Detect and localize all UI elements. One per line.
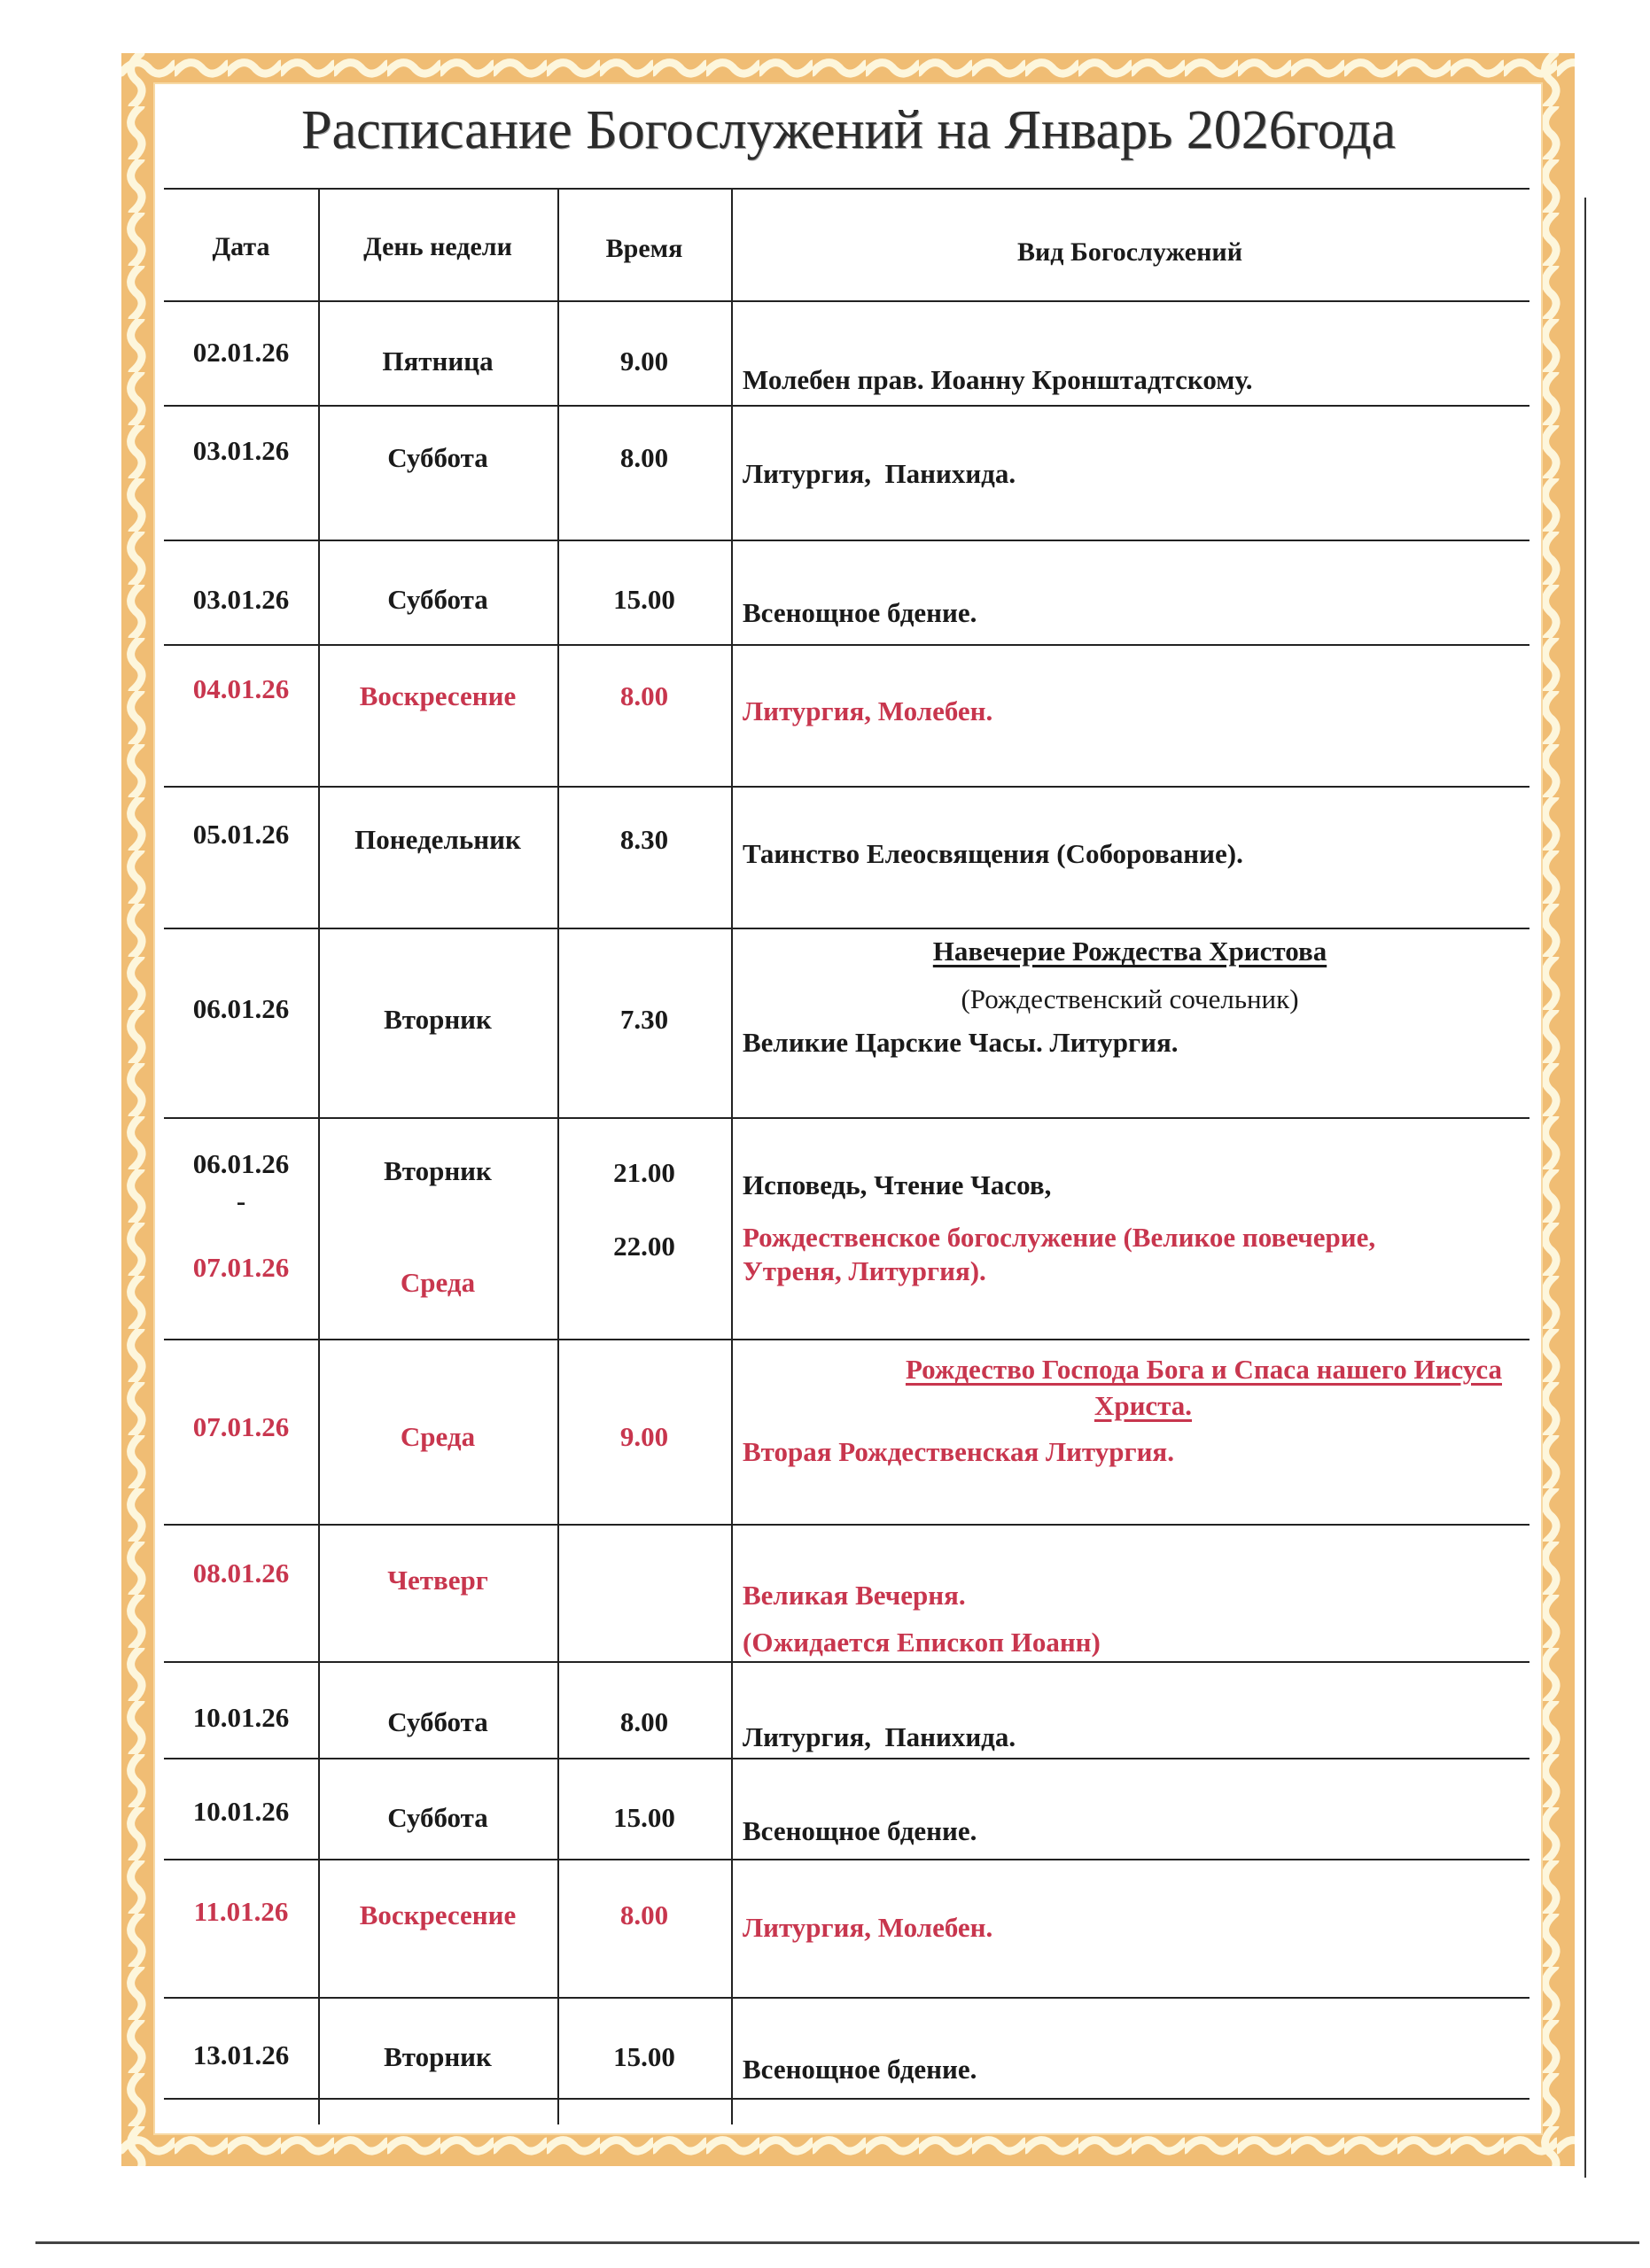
row-day: Суббота bbox=[387, 442, 488, 473]
row-date: 11.01.26 bbox=[193, 1896, 289, 1927]
table-rule bbox=[164, 540, 1529, 541]
row-date: 13.01.26 bbox=[192, 2039, 290, 2070]
table-rule bbox=[164, 1339, 1529, 1340]
row-service: Великие Царские Часы. Литургия. bbox=[743, 1027, 1179, 1058]
table-rule bbox=[164, 786, 1529, 788]
row-time-end: 22.00 bbox=[613, 1231, 675, 1262]
row-day: Суббота bbox=[387, 1802, 488, 1833]
row-time: 8.00 bbox=[619, 1706, 669, 1737]
row-day: Воскресение bbox=[359, 1899, 517, 1930]
row-time: 15.00 bbox=[613, 584, 675, 615]
row-service: Литургия, Молебен. bbox=[743, 1912, 993, 1943]
row-day: Среда bbox=[400, 1421, 476, 1452]
row-day: Вторник bbox=[384, 1155, 492, 1186]
row-date: 04.01.26 bbox=[192, 673, 290, 704]
row-date: 03.01.26 bbox=[192, 435, 290, 466]
table-rule bbox=[164, 1997, 1529, 1999]
row-time: 15.00 bbox=[613, 2041, 675, 2072]
row-service: Литургия, Панихида. bbox=[743, 1721, 1016, 1752]
scan-edge-line bbox=[35, 2241, 1639, 2244]
row-day: Пятница bbox=[382, 346, 494, 377]
header-day: День недели bbox=[363, 232, 512, 261]
row-date: 06.01.26 bbox=[192, 1148, 290, 1179]
row-service: Литургия, Панихида. bbox=[743, 458, 1016, 489]
table-rule bbox=[164, 300, 1529, 302]
column-divider bbox=[731, 188, 733, 2124]
table-rule bbox=[164, 1859, 1529, 1860]
row-service: Всенощное бдение. bbox=[743, 597, 977, 628]
row-time: 8.30 bbox=[619, 824, 669, 855]
row-date-separator: - bbox=[236, 1185, 246, 1216]
row-service: Молебен прав. Иоанну Кронштадтскому. bbox=[743, 364, 1253, 395]
table-rule bbox=[164, 1117, 1529, 1119]
table-rule bbox=[164, 1758, 1529, 1759]
row-heading: Рождество Господа Бога и Спаса нашего Иисуса bbox=[905, 1354, 1502, 1385]
table-rule bbox=[164, 1661, 1529, 1663]
row-day: Четверг bbox=[387, 1565, 488, 1596]
row-day: Понедельник bbox=[354, 824, 521, 855]
row-time: 21.00 bbox=[613, 1157, 675, 1188]
row-service: Всенощное бдение. bbox=[743, 1815, 977, 1846]
row-day: Вторник bbox=[384, 2041, 492, 2072]
table-rule bbox=[164, 2098, 1529, 2100]
row-date-end: 07.01.26 bbox=[192, 1252, 290, 1283]
header-service: Вид Богослужений bbox=[1017, 237, 1242, 267]
row-date: 08.01.26 bbox=[192, 1557, 290, 1588]
row-day: Вторник bbox=[384, 1004, 492, 1035]
row-time: 8.00 bbox=[619, 680, 669, 711]
row-day-end: Среда bbox=[400, 1267, 476, 1298]
row-date: 03.01.26 bbox=[192, 584, 290, 615]
table-rule bbox=[164, 644, 1529, 646]
row-time: 9.00 bbox=[619, 1421, 669, 1452]
column-divider bbox=[318, 188, 320, 2124]
table-rule bbox=[164, 405, 1529, 407]
row-heading-cont: Христа. bbox=[1094, 1390, 1193, 1421]
page-title: Расписание Богослужений на Январь 2026года bbox=[301, 100, 1396, 160]
row-time: 8.00 bbox=[619, 442, 669, 473]
row-service: Таинство Елеосвящения (Соборование). bbox=[743, 838, 1243, 869]
row-service-note: (Ожидается Епископ Иоанн) bbox=[743, 1627, 1101, 1658]
row-service-2-cont: Утреня, Литургия). bbox=[743, 1255, 986, 1286]
row-time: 15.00 bbox=[613, 1802, 675, 1833]
scan-artifact-line bbox=[1584, 198, 1586, 2178]
column-divider bbox=[557, 188, 559, 2124]
row-date: 05.01.26 bbox=[192, 819, 290, 850]
row-time: 7.30 bbox=[619, 1004, 669, 1035]
row-subheading: (Рождественский сочельник) bbox=[961, 983, 1299, 1014]
table-rule bbox=[164, 1524, 1529, 1526]
header-date: Дата bbox=[212, 232, 270, 261]
row-date: 10.01.26 bbox=[192, 1702, 290, 1733]
row-service: Исповедь, Чтение Часов, bbox=[743, 1169, 1052, 1200]
row-service: Всенощное бдение. bbox=[743, 2054, 977, 2085]
row-date: 07.01.26 bbox=[192, 1411, 290, 1442]
row-day: Суббота bbox=[387, 584, 488, 615]
row-time: 8.00 bbox=[619, 1899, 669, 1930]
header-time: Время bbox=[605, 234, 683, 263]
row-day: Воскресение bbox=[359, 680, 517, 711]
row-heading: Навечерие Рождества Христова bbox=[932, 936, 1327, 967]
row-service: Вторая Рождественская Литургия. bbox=[743, 1436, 1174, 1467]
row-service: Литургия, Молебен. bbox=[743, 695, 993, 726]
row-day: Суббота bbox=[387, 1706, 488, 1737]
row-service: Великая Вечерня. bbox=[743, 1580, 966, 1611]
table-rule bbox=[164, 188, 1529, 190]
row-date: 02.01.26 bbox=[192, 337, 290, 368]
row-date: 10.01.26 bbox=[192, 1796, 290, 1827]
row-date: 06.01.26 bbox=[192, 993, 290, 1024]
row-service-2: Рождественское богослужение (Великое повечерие, bbox=[743, 1222, 1376, 1253]
row-time: 9.00 bbox=[619, 346, 669, 377]
table-rule bbox=[164, 928, 1529, 929]
